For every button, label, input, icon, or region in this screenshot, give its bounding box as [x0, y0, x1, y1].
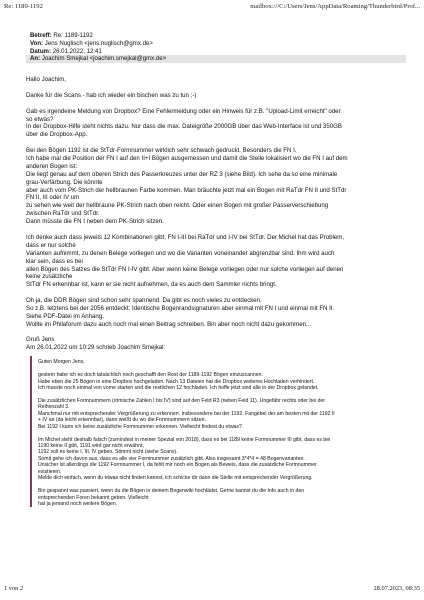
quote-attribution: Am 26.01.2022 um 10:29 schrieb Joachim Smejkal:	[26, 344, 166, 352]
body-line: So z.B. letztens bei der 2056 entdeckt: Identische Bogenrandsignaturen aber einmal mit FN I und einmal mit FN II.	[26, 304, 335, 312]
print-timestamp: 28.07.2023, 08:35	[373, 585, 420, 592]
quote-bar	[30, 356, 32, 507]
print-header-title: Re: 1189-1192	[4, 3, 43, 10]
body-line: zu sehen wie weit der hellbraune PK-Strich nach oben reicht. Oder einen Bogen mit großer Passerverschiebung	[26, 202, 329, 210]
body-paragraph	[26, 147, 406, 226]
body-paragraph	[26, 92, 406, 100]
email-header-value: 26.01.2022, 12:41	[52, 47, 102, 55]
email-header-value: Re: 1189-1192	[53, 32, 93, 39]
body-line: Hallo Joachim,	[26, 76, 66, 84]
body-line: Gab es irgendeine Meldung von Dropbox? Eine Fehlermeldung oder ein Hinweis für z.B. "Upload-Limit erreicht" oder	[26, 107, 341, 115]
email-header-label: An:	[30, 55, 41, 63]
quoted-line: Ich musste noch einmal von vorne starten und die restlichen 12 hochladen. Ich hoffe jetzt sind alle in der Dropbox gelandet.	[38, 385, 319, 391]
email-header-value: Joachim Smejkal <joachim.smejkal@gmx.de>	[41, 55, 167, 63]
quoted-paragraph	[38, 398, 406, 430]
body-line: Wollte im Philaforum dazu auch noch mal einen Beitrag schreiben. Bin aber noch nicht dazu gekommen...	[26, 320, 312, 328]
quoted-line: + IV an (da leicht erkennbar), dann weißt du wo die Formnummern sitzen.	[38, 417, 206, 424]
quoted-line: entsprechenden Foren bekannt geben. Vielleicht	[38, 494, 149, 501]
body-line: aber auch vom PK-Strich der hellbraunen Farbe kommen. Man bräuchte jetzt mal ein Bogen mit RaTdr FN II und StTdr	[26, 186, 347, 194]
body-paragraph	[26, 297, 406, 329]
body-line: keine zusätzliche	[26, 273, 73, 281]
quoted-line: existieren.	[38, 468, 62, 475]
quoted-line: Die zusätzlichen Formnummern (römische Zahlen I bis IV) sind auf den Feld R3 (neben Feld 11). Ungefähr rechts oder bei der	[38, 397, 326, 404]
quoted-line: Melde dich einfach, wenn du etwas nicht finden kannst, ich schicke dir dann die Stelle mit entsprechender Vergrößerung.	[38, 475, 313, 482]
body-line: Oh ja, die DDR Bögen sind schon sehr spannend. Da gibt es noch vieles zu entdecken.	[26, 297, 262, 305]
page-number: 1 von 2	[4, 585, 24, 592]
quoted-message	[30, 356, 406, 507]
print-header	[4, 3, 420, 13]
body-line: über die Dropbox-App.	[26, 131, 88, 139]
body-line: anderen Bogen ist:	[26, 162, 78, 170]
quoted-line: 1192 soll es keine I, III, IV geben. Stimmt nicht (siehe Scans).	[38, 449, 178, 456]
quoted-paragraph	[38, 488, 406, 507]
body-line: StTdr FN erkennbar ist, kann er sie nicht aufnehmen, da es auch dem Sammler nichts bringt.	[26, 281, 277, 289]
body-line: klar sein, dass es bei	[26, 257, 83, 265]
quoted-line: Somit gehe ich davon aus, dass es alle vier Formnummer zusätzlich gibt. Also insgesamt 3*4*4 = 48 Bogenvarianten.	[38, 455, 305, 462]
body-paragraph	[26, 234, 406, 289]
body-line: Bei den Bögen 1192 ist die StTdr-Formnummer wirklich sehr schwach gedruckt. Besonders die FN I.	[26, 147, 297, 155]
quoted-paragraph	[38, 372, 406, 391]
quoted-line: Bei 1192 I kann ich keine zusätzliche Formnummer erkennen. Vielleicht findest du etwas?	[38, 423, 242, 430]
email-header-row	[26, 55, 406, 63]
email-headers	[26, 32, 406, 63]
email-header-row	[26, 32, 406, 40]
body-line: Ich denke auch dass jeweils 12 Kombinationen gibt; FN I-III bei RaTdr und I-IV bei StTdr. Der Michel hat das Problem,	[26, 233, 345, 241]
body-line: Dann müsste die FN I neben dem PK-Strich sitzen.	[26, 218, 164, 226]
email-header-row	[26, 40, 406, 48]
print-footer	[4, 585, 420, 594]
body-line: Ich habe mal die Position der FN I auf den II+I Bögen ausgemessen und damit die Stelle lokalisiert wo die FN I auf dem	[26, 154, 348, 162]
email-header-label: Datum:	[30, 47, 51, 55]
body-line: FN II, III oder IV um	[26, 194, 80, 202]
quoted-paragraph	[38, 437, 406, 482]
email-header-label: Von:	[30, 39, 44, 47]
quoted-line: Bin gespannt was passiert, wenn du die Bögen in deinem Bogenwiki hochlädst. Gerne kannst du die Info auch in den	[38, 488, 305, 495]
signature: Gruß Jens	[26, 336, 55, 344]
body-line: Die liegt genau auf dem oberen Strich des Passerkreuzes unter der RZ 3 (siehe Bild). Ich sehe da so eine minimale	[26, 170, 338, 178]
quoted-line: hat ja jemand noch weitere Bögen.	[38, 500, 118, 507]
email-header-row	[26, 48, 406, 56]
quoted-body	[38, 359, 406, 507]
quoted-line: Habe eben die 25 Bögen in eine Dropbox hochgeladen. Nach 13 Dateien hat die Dropbox weiteres Hochladen verhindert.	[38, 378, 315, 385]
body-paragraph	[26, 108, 406, 140]
email-page	[26, 32, 406, 514]
email-header-value: Jens Nuglisch <jens.nuglisch@gmx.de>	[44, 39, 153, 47]
body-line: Siehe PDF-Datei im Anhang.	[26, 312, 104, 320]
body-line: grau-Verfärbung. Die könnte	[26, 178, 103, 186]
body-line: Danke für die Scans - hab ich wieder ein bischen was zu tun ;-)	[26, 91, 197, 99]
body-line: allen Bögen des Satzes die StTdr FN I-IV gibt. Aber wenn keine Belege vorliegen oder nur solche vorliegen auf denen	[26, 265, 344, 273]
quoted-line: Reihenzahl 3.	[38, 404, 70, 411]
print-header-url: mailbox:///C:/Users/Jens/AppData/Roaming/Thunderbird/Prof...	[250, 3, 420, 10]
quoted-line: 1190 keine II gibt, 1191 wird gar nicht erwähnt,	[38, 442, 144, 449]
quoted-line: Unsicher ist allerdings die 1192 Formnummer I, da fehlt mir noch ein Bogen als Beweis, dass die zusätzliche Formnummer	[38, 462, 317, 469]
quoted-line: Manchmal nur mit entsprechender Vergrößerung zu erkennen. Insbesondere bei der 1192. Fangebei der am besten mit der 1192 II	[38, 410, 335, 417]
body-paragraph	[26, 76, 406, 84]
quoted-line: Guten Morgen Jens,	[38, 359, 85, 366]
email-body	[26, 76, 406, 328]
quoted-line: gestern habe ich es doch tatsächlich noch geschafft den Rest der 1189-1192 Bögen einzuscannen.	[38, 372, 263, 379]
email-header-label: Betreff:	[30, 32, 52, 39]
quoted-line: Im Michel steht deshalb falsch (zumindest in meiner Spezial von 2018), dass es bei 1189 keine Formnummer III gibt, dass es bei	[38, 436, 331, 443]
body-line: dass er nur solche	[26, 241, 76, 249]
body-line: so etwas?	[26, 115, 54, 123]
body-line: Varianten aufnimmt, zu denen Belege vorliegen und wo die Varianten voneinander abgrenzbar sind. Ihm wird auch	[26, 249, 335, 257]
body-line: zwischen RaTdr und StTdr.	[26, 210, 100, 218]
quoted-paragraph	[38, 359, 406, 365]
body-line: In der Dropbox-Hilfe steht nichts dazu. Nur dass die max. Dateigröße 2000GB über das Web-Interface ist und 350GB	[26, 123, 342, 131]
